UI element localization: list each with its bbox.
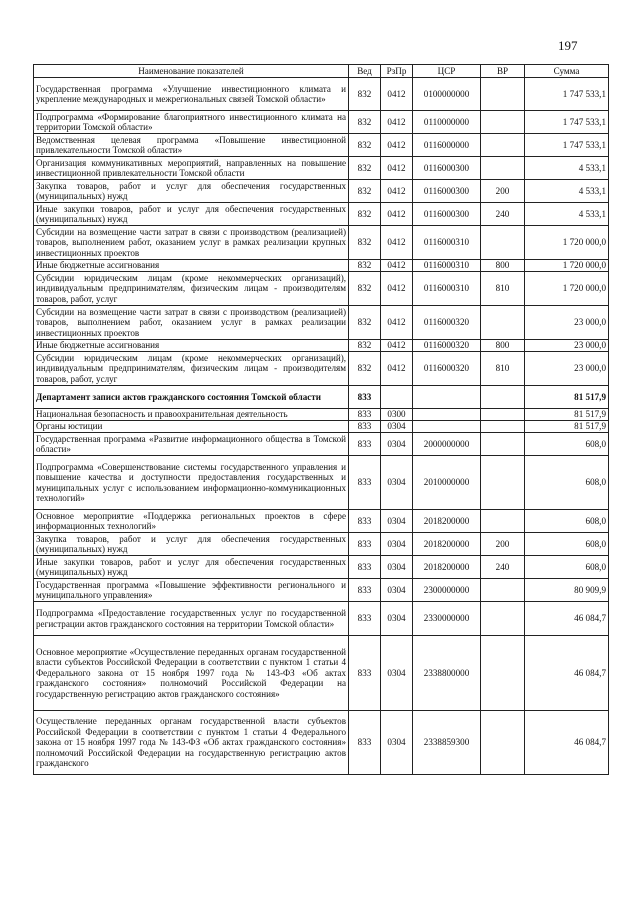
cell-rzpr: 0412: [381, 157, 413, 180]
cell-rzpr: 0304: [381, 602, 413, 636]
cell-sum: 4 533,1: [525, 157, 609, 180]
cell-ved: 833: [349, 636, 381, 711]
cell-ved: 833: [349, 579, 381, 602]
header-rzpr: РзПр: [381, 65, 413, 78]
cell-ved: 833: [349, 433, 381, 456]
cell-rzpr: 0412: [381, 340, 413, 352]
cell-sum: 1 747 533,1: [525, 111, 609, 134]
cell-sum: 1 720 000,0: [525, 226, 609, 260]
table-row: [34, 556, 609, 579]
table-row: [34, 272, 609, 306]
cell-vr: 240: [481, 203, 525, 226]
cell-rzpr: 0304: [381, 510, 413, 533]
cell-rzpr: 0412: [381, 260, 413, 272]
cell-vr: [481, 226, 525, 260]
table-row: [34, 711, 609, 775]
cell-csr: 2300000000: [413, 579, 481, 602]
cell-ved: 832: [349, 111, 381, 134]
cell-vr: 200: [481, 533, 525, 556]
cell-name: Иные бюджетные ассигнования: [34, 340, 349, 352]
cell-name: Субсидии на возмещение части затрат в связи с производством (реализацией) товаров, выполнением работ, оказанием услуг в рамках реализации инвестиционных проектов: [34, 306, 349, 340]
table-row: [34, 134, 609, 157]
cell-ved: 833: [349, 510, 381, 533]
table-row: [34, 352, 609, 386]
cell-name: Закупка товаров, работ и услуг для обеспечения государственных (муниципальных) нужд: [34, 533, 349, 556]
cell-ved: 832: [349, 340, 381, 352]
cell-ved: 832: [349, 306, 381, 340]
cell-sum: 4 533,1: [525, 180, 609, 203]
cell-vr: [481, 579, 525, 602]
table-row: [34, 306, 609, 340]
table-row: [34, 456, 609, 510]
cell-vr: [481, 602, 525, 636]
cell-vr: [481, 409, 525, 421]
table-row: [34, 636, 609, 711]
cell-ved: 833: [349, 421, 381, 433]
cell-sum: 608,0: [525, 433, 609, 456]
cell-csr: [413, 386, 481, 409]
cell-vr: [481, 386, 525, 409]
cell-name: Департамент записи актов гражданского состояния Томской области: [34, 386, 349, 409]
cell-sum: 46 084,7: [525, 636, 609, 711]
cell-sum: 608,0: [525, 533, 609, 556]
cell-rzpr: 0412: [381, 203, 413, 226]
cell-vr: [481, 134, 525, 157]
cell-rzpr: 0304: [381, 533, 413, 556]
cell-name: Государственная программа «Повышение эффективности регионального и муниципального управления»: [34, 579, 349, 602]
cell-name: Национальная безопасность и правоохранительная деятельность: [34, 409, 349, 421]
cell-ved: 833: [349, 602, 381, 636]
cell-sum: 608,0: [525, 556, 609, 579]
cell-vr: 810: [481, 352, 525, 386]
cell-csr: 2330000000: [413, 602, 481, 636]
table-row: [34, 111, 609, 134]
cell-csr: 0116000320: [413, 306, 481, 340]
cell-ved: 832: [349, 260, 381, 272]
cell-csr: 0116000300: [413, 157, 481, 180]
cell-ved: 832: [349, 157, 381, 180]
cell-sum: 81 517,9: [525, 409, 609, 421]
cell-name: Подпрограмма «Формирование благоприятного инвестиционного климата на территории Томской области»: [34, 111, 349, 134]
cell-vr: [481, 306, 525, 340]
cell-vr: 800: [481, 340, 525, 352]
table-row: [34, 579, 609, 602]
cell-vr: [481, 433, 525, 456]
cell-ved: 833: [349, 711, 381, 775]
cell-name: Субсидии юридическим лицам (кроме некоммерческих организаций), индивидуальным предпринимателям, физическим лицам - производителям товаров, работ, услуг: [34, 272, 349, 306]
table-row: [34, 203, 609, 226]
cell-name: Органы юстиции: [34, 421, 349, 433]
cell-ved: 832: [349, 272, 381, 306]
cell-vr: [481, 510, 525, 533]
cell-rzpr: 0412: [381, 352, 413, 386]
cell-vr: [481, 111, 525, 134]
cell-rzpr: 0304: [381, 711, 413, 775]
cell-rzpr: 0304: [381, 579, 413, 602]
cell-sum: 4 533,1: [525, 203, 609, 226]
cell-ved: 833: [349, 409, 381, 421]
cell-rzpr: 0304: [381, 556, 413, 579]
header-name: Наименование показателей: [34, 65, 349, 78]
cell-name: Осуществление переданных органам государственной власти субъектов Российской Федерации в соответствии с пунктом 1 статьи 4 Федерального закона от 15 ноября 1997 года № 143-ФЗ «Об актах гражданского состояния» полномочий Российской Федерации на государственную регистрацию актов гражданского: [34, 711, 349, 775]
table-header-row: [34, 65, 609, 78]
cell-rzpr: 0412: [381, 272, 413, 306]
table-row: [34, 386, 609, 409]
cell-name: Подпрограмма «Совершенствование системы государственного управления и повышение качества и доступности предоставления государственных и муниципальных услуг с использованием информационно-коммуникационных технологий»: [34, 456, 349, 510]
cell-name: Иные закупки товаров, работ и услуг для обеспечения государственных (муниципальных) нужд: [34, 556, 349, 579]
cell-csr: 2018200000: [413, 510, 481, 533]
cell-name: Основное мероприятие «Поддержка региональных проектов в сфере информационных технологий»: [34, 510, 349, 533]
cell-rzpr: 0304: [381, 433, 413, 456]
cell-sum: 23 000,0: [525, 352, 609, 386]
cell-name: Иные бюджетные ассигнования: [34, 260, 349, 272]
cell-name: Иные закупки товаров, работ и услуг для обеспечения государственных (муниципальных) нужд: [34, 203, 349, 226]
cell-csr: 0110000000: [413, 111, 481, 134]
cell-sum: 46 084,7: [525, 602, 609, 636]
table-row: [34, 78, 609, 111]
cell-ved: 832: [349, 226, 381, 260]
cell-ved: 833: [349, 556, 381, 579]
cell-ved: 832: [349, 352, 381, 386]
cell-ved: 833: [349, 386, 381, 409]
cell-name: Организация коммуникативных мероприятий, направленных на повышение инвестиционной привлекательности Томской области: [34, 157, 349, 180]
cell-rzpr: 0412: [381, 134, 413, 157]
table-row: [34, 226, 609, 260]
cell-csr: [413, 421, 481, 433]
table-row: [34, 157, 609, 180]
cell-rzpr: 0412: [381, 111, 413, 134]
cell-csr: 2018200000: [413, 556, 481, 579]
cell-vr: [481, 636, 525, 711]
cell-ved: 832: [349, 78, 381, 111]
cell-csr: 0116000300: [413, 180, 481, 203]
cell-vr: [481, 421, 525, 433]
table-row: [34, 180, 609, 203]
cell-ved: 833: [349, 456, 381, 510]
cell-sum: 81 517,9: [525, 386, 609, 409]
header-sum: Сумма: [525, 65, 609, 78]
cell-csr: 0116000310: [413, 226, 481, 260]
cell-vr: [481, 711, 525, 775]
cell-sum: 23 000,0: [525, 340, 609, 352]
cell-rzpr: 0304: [381, 636, 413, 711]
cell-sum: 81 517,9: [525, 421, 609, 433]
cell-name: Закупка товаров, работ и услуг для обеспечения государственных (муниципальных) нужд: [34, 180, 349, 203]
header-vr: ВР: [481, 65, 525, 78]
cell-csr: 0116000320: [413, 352, 481, 386]
table-row: [34, 421, 609, 433]
cell-sum: 23 000,0: [525, 306, 609, 340]
cell-csr: 2000000000: [413, 433, 481, 456]
cell-csr: 0116000310: [413, 272, 481, 306]
cell-ved: 832: [349, 180, 381, 203]
cell-rzpr: 0300: [381, 409, 413, 421]
cell-rzpr: 0412: [381, 78, 413, 111]
cell-csr: 0116000310: [413, 260, 481, 272]
table-row: [34, 533, 609, 556]
cell-name: Подпрограмма «Предоставление государственных услуг по государственной регистрации актов гражданского состояния на территории Томской области»: [34, 602, 349, 636]
cell-rzpr: 0412: [381, 226, 413, 260]
cell-rzpr: 0304: [381, 421, 413, 433]
budget-table: [33, 64, 609, 775]
header-csr: ЦСР: [413, 65, 481, 78]
cell-name: Субсидии на возмещение части затрат в связи с производством (реализацией) товаров, выполнением работ, оказанием услуг в рамках реализации крупных инвестиционных проектов: [34, 226, 349, 260]
cell-rzpr: 0412: [381, 180, 413, 203]
cell-name: Ведомственная целевая программа «Повышение инвестиционной привлекательности Томской области»: [34, 134, 349, 157]
cell-vr: [481, 78, 525, 111]
cell-rzpr: [381, 386, 413, 409]
cell-csr: [413, 409, 481, 421]
cell-sum: 1 720 000,0: [525, 272, 609, 306]
table-row: [34, 602, 609, 636]
cell-sum: 1 747 533,1: [525, 78, 609, 111]
cell-vr: 200: [481, 180, 525, 203]
table-row: [34, 340, 609, 352]
cell-ved: 832: [349, 134, 381, 157]
cell-sum: 80 909,9: [525, 579, 609, 602]
header-ved: Вед: [349, 65, 381, 78]
cell-sum: 1 747 533,1: [525, 134, 609, 157]
cell-rzpr: 0304: [381, 456, 413, 510]
cell-sum: 1 720 000,0: [525, 260, 609, 272]
cell-vr: [481, 456, 525, 510]
cell-sum: 608,0: [525, 510, 609, 533]
table-row: [34, 260, 609, 272]
cell-csr: 2338859300: [413, 711, 481, 775]
cell-rzpr: 0412: [381, 306, 413, 340]
cell-vr: [481, 157, 525, 180]
cell-csr: 2010000000: [413, 456, 481, 510]
cell-name: Государственная программа «Улучшение инвестиционного климата и укрепление международных и межрегиональных связей Томской области»: [34, 78, 349, 111]
cell-csr: 0116000000: [413, 134, 481, 157]
table-row: [34, 433, 609, 456]
table-row: [34, 409, 609, 421]
cell-csr: 2018200000: [413, 533, 481, 556]
cell-vr: 810: [481, 272, 525, 306]
cell-ved: 833: [349, 533, 381, 556]
cell-name: Субсидии юридическим лицам (кроме некоммерческих организаций), индивидуальным предпринимателям, физическим лицам - производителям товаров, работ, услуг: [34, 352, 349, 386]
cell-vr: 240: [481, 556, 525, 579]
table-row: [34, 510, 609, 533]
cell-csr: 0116000300: [413, 203, 481, 226]
cell-vr: 800: [481, 260, 525, 272]
cell-csr: 0116000320: [413, 340, 481, 352]
cell-sum: 46 084,7: [525, 711, 609, 775]
cell-sum: 608,0: [525, 456, 609, 510]
page-number: 197: [558, 38, 578, 53]
cell-name: Государственная программа «Развитие информационного общества в Томской области»: [34, 433, 349, 456]
cell-csr: 2338800000: [413, 636, 481, 711]
cell-csr: 0100000000: [413, 78, 481, 111]
cell-ved: 832: [349, 203, 381, 226]
cell-name: Основное мероприятие «Осуществление переданных органам государственной власти субъектов Российской Федерации в соответствии с пунктом 1 статьи 4 Федерального закона от 15 ноября 1997 года № 143-ФЗ «Об актах гражданского состояния» полномочий Российской Федерации на государственную регистрацию актов гражданского состояния»: [34, 636, 349, 711]
